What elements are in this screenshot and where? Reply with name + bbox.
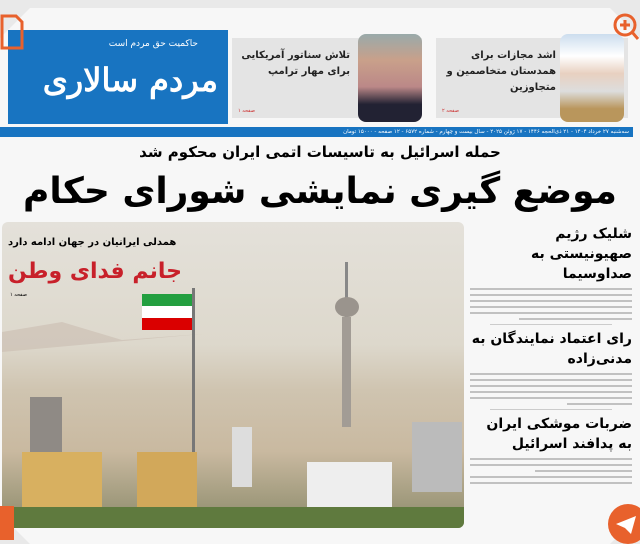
hero-page: صفحه ۱ [10, 292, 27, 298]
zoom-in-icon[interactable] [612, 12, 640, 42]
masthead-logo: مردم سالاری [42, 61, 218, 99]
senator-photo [358, 34, 422, 122]
hero-photo[interactable] [2, 222, 464, 528]
main-headline[interactable]: موضع گیری نمایشی شورای حکام [23, 171, 617, 212]
teaser-page: صفحه ۲ [442, 108, 459, 114]
bookmark-icon[interactable] [0, 506, 14, 540]
right-column [470, 222, 632, 488]
teaser-title: اشد مجازات برای همدستان متخاصمین و متجاوزین [446, 50, 556, 93]
cleric-photo [560, 34, 624, 122]
masthead-tagline: حاکمیت حق مردم است [108, 39, 198, 49]
article-title[interactable]: رای اعتماد نمایندگان به مدنی‌زاده [471, 331, 632, 367]
document-icon[interactable] [0, 14, 24, 50]
teaser-senator[interactable] [232, 38, 422, 118]
article-body [470, 458, 632, 484]
article-title[interactable]: ضربات موشکی ایران به پدافند اسرائیل [486, 416, 632, 452]
article-title[interactable]: شلیک رژیم صهیونیستی به صداوسیما [531, 226, 632, 282]
article-body [470, 373, 632, 405]
masthead [8, 30, 228, 124]
teaser-judiciary[interactable] [436, 38, 628, 118]
telegram-share-icon[interactable] [606, 504, 640, 544]
article-body [470, 288, 632, 320]
divider [490, 324, 612, 325]
divider [490, 409, 612, 410]
teaser-page: صفحه ۱ [238, 108, 255, 114]
teaser-title: تلاش سناتور آمریکایی برای مهار ترامپ [241, 50, 350, 77]
hero-title: جانم فدای وطن [8, 259, 182, 284]
subheadline: حمله اسرائیل به تاسیسات اتمی ایران محکوم شد [139, 143, 501, 161]
hero-kicker: همدلی ایرانیان در جهان ادامه دارد [8, 237, 177, 248]
dateline: سه‌شنبه ۲۷ خرداد ۱۴۰۴ - ۲۱ ذی‌الحجه ۱۴۴۶ - ۱۷ ژوئن ۲۰۲۵ - سال بیست و چهارم - شماره ۶۵۷۲ - ۱۲ صفحه - ۱۵۰۰۰ تومان [0, 127, 633, 137]
flag-green [142, 294, 192, 306]
